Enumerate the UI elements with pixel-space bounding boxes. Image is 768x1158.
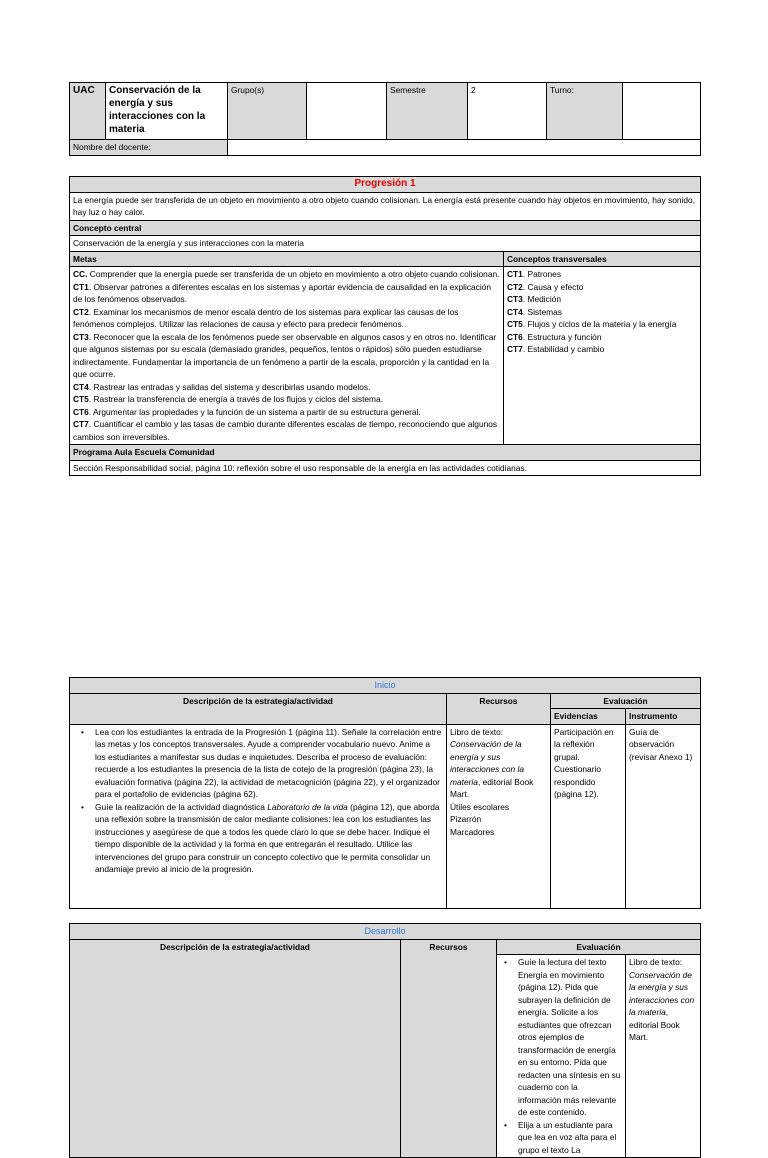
inicio-recursos: Libro de texto: Conservación de la energía y sus interacciones con la materia, editorial Book Mart. Útiles escolares Pizarrón Marcadores <box>447 724 551 908</box>
meta-item: CT7. Cuantificar el cambio y las tasas de cambio durante diferentes escalas de tiempo, reconociendo que algunos cambios son irreversibles. <box>73 419 498 442</box>
inicio-title: Inicio <box>70 678 701 694</box>
inicio-col-evaluacion: Evaluación <box>551 693 701 709</box>
concepto-central-label: Concepto central <box>70 220 701 236</box>
semestre-label: Semestre <box>387 83 468 140</box>
meta-item: CT4. Rastrear las entradas y salidas del sistema y describirlas usando modelos. <box>73 381 371 392</box>
uac-label: UAC <box>70 83 106 140</box>
inicio-evidencias: Participación en la reflexión grupal. Cuestionario respondido (página 12). <box>551 724 626 908</box>
meta-item: CT2. Examinar los mecanismos de menor escala dentro de los sistemas para explicar las causas de los fenómenos complejos. Utilizar las relaciones de causa y efecto para predecir fenómenos. <box>73 306 459 329</box>
inicio-col-evidencias: Evidencias <box>551 709 626 725</box>
metas-list <box>70 267 504 445</box>
metas-label: Metas <box>70 251 504 267</box>
list-item: • Lea con los estudiantes la entrada de la Progresión 1 (página 11). Señale la correlación entre las metas y los conceptos transversales. Ayude a comprender vocabulario nuevo. Anime a los estudiantes a manifestar sus dudas e inquietudes. Describa el proceso de evaluación: recuerde a los estudiantes la presencia de la lista de cotejo de la progresión (página 23), la evaluación formativa (página 22), la actividad de metacognición (página 22), y el organizador para el portafolio de evidencias (página 62). <box>95 726 443 801</box>
inicio-table <box>69 677 701 909</box>
conceptos-list <box>504 267 701 445</box>
turno-value <box>623 83 701 140</box>
meta-item: CT3. Reconocer que la escala de los fenómenos puede ser observable en algunos casos y en otros no. Identificar que algunos sistemas por su escala (demasiado grandes, pequeños, lentos o rápidos) sólo pueden estudiarse indirectamente. Fundamentar la importancia de un fenómeno a partir de la escala, proporción y la cantidad en la que ocurre. <box>73 331 497 379</box>
inicio-col-desc: Descripción de la estrategia/actividad <box>70 693 447 724</box>
inicio-description <box>70 724 447 908</box>
desarrollo-title: Desarrollo <box>70 924 701 940</box>
desarrollo-col-desc: Descripción de la estrategia/actividad <box>70 939 401 1158</box>
concepto-item: CT6. Estructura y función <box>507 331 602 342</box>
inicio-col-instrumento: Instrumento <box>626 709 701 725</box>
desarrollo-col-recursos: Recursos <box>401 939 497 1158</box>
desarrollo-recursos: Libro de texto: Conservación de la energía y sus interacciones con la materia, editorial Book Mart. <box>626 955 701 1158</box>
concepto-item: CT3. Medición <box>507 294 561 304</box>
desarrollo-col-evaluacion: Evaluación <box>497 939 701 955</box>
list-item: • Guíe la realización de la actividad diagnóstica Laboratorio de la vida (página 12), que aborda una reflexión sobre la transmisión de calor mediante colisiones: lea con los estudiantes las instrucciones y asegúrese de que a todos les quede claro lo que se debe hacer. Indique el tiempo disponible de la actividad y la forma en que entregarán el resultado. Utilice las intervenciones del grupo para construir un concepto colectivo que le permita consolidar un andamiaje previo al inicio de la progresión. <box>95 801 443 876</box>
meta-item: CT5. Rastrear la transferencia de energía a través de los flujos y ciclos del sistema. <box>73 394 384 404</box>
desarrollo-table <box>69 923 701 1158</box>
meta-item: CT1. Observar patrones a diferentes escalas en los sistemas y aportar evidencia de causalidad en la explicación de los fenómenos observados. <box>73 281 492 304</box>
grupo-label: Grupo(s) <box>228 83 307 140</box>
semestre-value: 2 <box>468 83 547 140</box>
inicio-instrumento: Guía de observación (revisar Anexo 1) <box>626 724 701 908</box>
concepto-item: CT1. Patrones <box>507 269 562 279</box>
programa-value: Sección Responsabilidad social, página 10: reflexión sobre el uso responsable de la energía en las actividades cotidianas. <box>70 460 701 476</box>
meta-item: CC. Comprender que la energía puede ser transferida de un objeto en movimiento a otro objeto cuando colisionan. <box>73 269 500 279</box>
docente-label: Nombre del docente: <box>70 140 228 156</box>
header-table <box>69 82 701 156</box>
list-item: • Guíe la lectura del texto Energía en movimiento (página 12). Pida que subrayen la definición de energía. Solicite a los estudiantes que ofrezcan otros ejemplos de transformación de energía en su entorno. Pida que redacten una síntesis en su cuaderno con la información más relevante de este contenido. <box>518 956 622 1119</box>
list-item: • Elija a un estudiante para que lea en voz alta para el grupo el texto La <box>518 1119 622 1157</box>
turno-label: Turno: <box>547 83 623 140</box>
progresion-title: Progresión 1 <box>70 177 701 193</box>
progresion-table <box>69 176 701 476</box>
concepto-item: CT7. Estabilidad y cambio <box>507 344 605 354</box>
desarrollo-description <box>497 955 626 1158</box>
conceptos-label: Conceptos transversales <box>504 251 701 267</box>
progresion-description: La energía puede ser transferida de un objeto en movimiento a otro objeto cuando colisionan. La energía está presente cuando hay objetos en movimiento, hay sonido, hay luz o hay calor. <box>70 192 701 220</box>
concepto-item: CT4. Sistemas <box>507 306 562 317</box>
inicio-col-recursos: Recursos <box>447 693 551 724</box>
meta-item: CT6. Argumentar las propiedades y la función de un sistema a partir de su estructura general. <box>73 406 421 417</box>
uac-value: Conservación de la energía y sus interacciones con la materia <box>106 83 228 140</box>
grupo-value <box>307 83 387 140</box>
programa-label: Programa Aula Escuela Comunidad <box>70 445 701 461</box>
concepto-item: CT5. Flujos y ciclos de la materia y la energía <box>507 319 677 329</box>
docente-value <box>228 140 701 156</box>
concepto-central-value: Conservación de la energía y sus interacciones con la materia <box>70 236 701 252</box>
concepto-item: CT2. Causa y efecto <box>507 281 584 292</box>
